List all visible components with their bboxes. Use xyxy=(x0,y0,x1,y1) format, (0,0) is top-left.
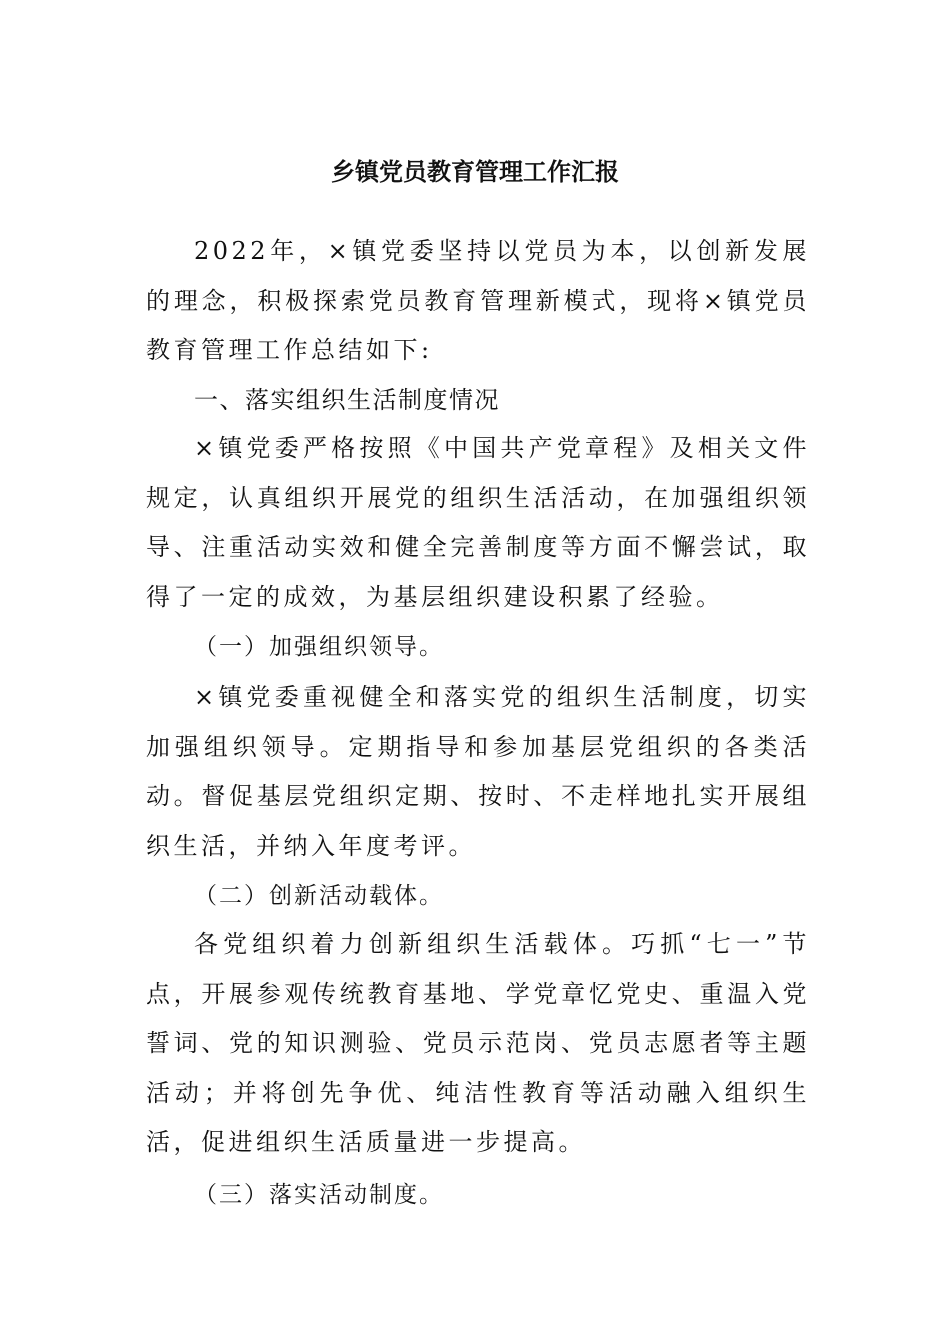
section-heading-1: 一、落实组织生活制度情况 xyxy=(194,386,500,414)
subsection-1-paragraph: ×镇党委重视健全和落实党的组织生活制度，切实加强组织领导。定期指导和参加基层党组织的各类活动。督促基层党组织定期、按时、不走样地扎实开展组织生活，并纳入年度考评。 xyxy=(146,683,810,860)
subheading-3: （三）落实活动制度。 xyxy=(194,1182,444,1208)
intro-paragraph: 2022年，×镇党委坚持以党员为本，以创新发展的理念，积极探索党员教育管理新模式，现将×镇党员教育管理工作总结如下: xyxy=(146,237,810,364)
section-1-paragraph: ×镇党委严格按照《中国共产党章程》及相关文件规定，认真组织开展党的组织生活活动，在加强组织领导、注重活动实效和健全完善制度等方面不懈尝试，取得了一定的成效，为基层组织建设积累了经验。 xyxy=(146,434,810,611)
subheading-1: （一）加强组织领导。 xyxy=(194,634,444,660)
subheading-2: （二）创新活动载体。 xyxy=(194,883,444,909)
subsection-2-paragraph: 各党组织着力创新组织生活载体。巧抓“七一”节点，开展参观传统教育基地、学党章忆党史、重温入党誓词、党的知识测验、党员示范岗、党员志愿者等主题活动；并将创先争优、纯洁性教育等活动融入组织生活，促进组织生活质量进一步提高。 xyxy=(146,930,810,1156)
document-title: 乡镇党员教育管理工作汇报 xyxy=(331,158,619,186)
